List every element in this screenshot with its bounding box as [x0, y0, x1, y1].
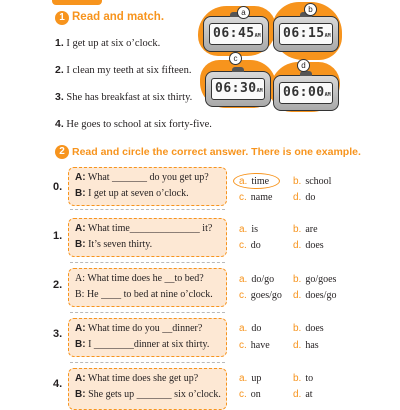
- alarm-clock-d: [273, 75, 339, 111]
- option-b[interactable]: b. are: [293, 224, 318, 235]
- divider: [70, 362, 225, 363]
- clock-time: 06:45: [213, 26, 255, 41]
- clock-ampm: AM: [254, 33, 261, 39]
- section-2-number: 2: [55, 145, 69, 159]
- option-c[interactable]: c. name: [239, 192, 273, 203]
- alarm-clock-a: [203, 16, 269, 52]
- option-c[interactable]: c. goes/go: [239, 290, 282, 301]
- question-box: A: What time______________ it? B: It’s seven thirty.: [68, 218, 227, 257]
- sentence-3: 3. She has breakfast at six thirty.: [55, 91, 193, 103]
- option-c[interactable]: c. do: [239, 240, 261, 251]
- clock-letter-b: b: [304, 3, 317, 16]
- option-c[interactable]: c. have: [239, 340, 270, 351]
- divider: [70, 312, 225, 313]
- clock-letter-c: c: [229, 52, 242, 65]
- option-a[interactable]: a. is: [239, 224, 259, 235]
- clock-button-icon: [232, 67, 244, 72]
- section-2-title: Read and circle the correct answer. There is one example.: [72, 146, 361, 158]
- option-d[interactable]: d. at: [293, 389, 313, 400]
- clock-letter-d: d: [297, 59, 310, 72]
- sentence-4: 4. He goes to school at six forty-five.: [55, 118, 212, 130]
- alarm-clock-c: [205, 71, 271, 107]
- question-number: 4.: [53, 378, 63, 390]
- clock-ampm: AM: [324, 92, 331, 98]
- sentence-2: 2. I clean my teeth at six fifteen.: [55, 64, 192, 76]
- question-box: A: What time does he __to bed? B: He ____ to bed at nine o’clock.: [68, 268, 227, 307]
- clock-time: 06:15: [283, 26, 325, 41]
- clock-time: 06:00: [283, 85, 325, 100]
- section-1-title: Read and match.: [72, 11, 165, 23]
- clock-ampm: AM: [324, 33, 331, 39]
- alarm-clock-b: [273, 16, 339, 52]
- option-c[interactable]: c. on: [239, 389, 261, 400]
- divider: [70, 262, 225, 263]
- clock-letter-a: a: [237, 6, 250, 19]
- question-number: 1.: [53, 230, 63, 242]
- option-b[interactable]: b. school: [293, 176, 332, 187]
- sentence-1: 1. I get up at six o’clock.: [55, 37, 161, 49]
- question-box: A: What _______ do you get up? B: I get up at seven o’clock.: [68, 167, 227, 206]
- option-d[interactable]: d. do: [293, 192, 316, 203]
- question-number: 2.: [53, 279, 63, 291]
- section-1-number: 1: [55, 11, 69, 25]
- clock-time: 06:30: [215, 81, 257, 96]
- question-number: 0.: [53, 181, 63, 193]
- option-d[interactable]: d. does: [293, 240, 324, 251]
- option-d[interactable]: d. has: [293, 340, 319, 351]
- question-box: A: What time does she get up? B: She gets up _______ six o’clock.: [68, 368, 227, 410]
- question-number: 3.: [53, 328, 63, 340]
- option-a[interactable]: a. do/go: [239, 274, 275, 285]
- clock-ampm: AM: [256, 88, 263, 94]
- option-b[interactable]: b. to: [293, 373, 314, 384]
- question-box: A: What time do you __dinner? B: I ________dinner at six thirty.: [68, 318, 227, 357]
- header-tab: [52, 0, 102, 5]
- option-a[interactable]: a. up: [239, 373, 262, 384]
- option-a[interactable]: a. time: [239, 176, 270, 187]
- divider: [70, 209, 225, 210]
- option-b[interactable]: b. go/goes: [293, 274, 337, 285]
- option-d[interactable]: d. does/go: [293, 290, 337, 301]
- option-b[interactable]: b. does: [293, 323, 324, 334]
- option-a[interactable]: a. do: [239, 323, 262, 334]
